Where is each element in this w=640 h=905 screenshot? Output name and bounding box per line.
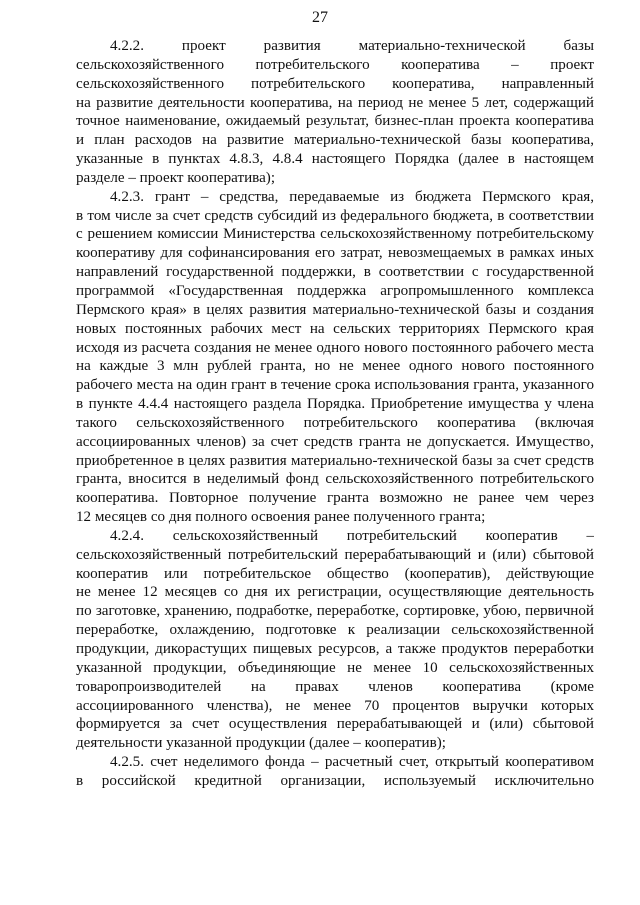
text-line: кооператив или потребительское общество (кооператив), действующие [76,565,594,582]
text-line: кооператива. Повторное получение гранта возможно не ранее чем через [76,490,594,507]
text-line: на каждые 3 млн рублей гранта, но не менее одного нового постоянного [76,358,594,375]
text-line: в том числе за счет средств субсидий из федерального бюджета, в соответствии [76,207,594,224]
text-line: программой «Государственная поддержка агропромышленного комплекса [76,282,594,299]
text-line: в российской кредитной организации, используемый исключительно [76,772,594,789]
text-line: 4.2.3. грант – средства, передаваемые из бюджета Пермского края, [110,188,594,205]
text-line: переработке, охлаждению, подготовке к реализации сельскохозяйственной [76,622,594,639]
text-line: сельскохозяйственный потребительский перерабатывающий и (или) сбытовой [76,546,594,563]
text-line: указанные в пунктах 4.8.3, 4.8.4 настоящего Порядка (далее в настоящем [76,151,594,168]
text-line: точное наименование, ожидаемый результат, бизнес-план проекта кооператива [76,113,594,130]
text-line: рабочего места на один грант в течение срока использования гранта, указанного [76,377,594,394]
text-line: деятельности указанной продукции (далее – кооператив); [76,735,446,752]
text-line: такого сельскохозяйственного потребительского кооператива (включая [76,414,594,431]
text-line: продукции, дикорастущих пищевых ресурсов, а также продуктов переработки [76,641,594,657]
text-line: разделе – проект кооператива); [76,169,276,186]
text-line: Пермского края» в целях развития материально-технической базы и создания [76,301,594,318]
text-line: гранта, вносится в неделимый фонд сельскохозяйственного потребительского [76,471,594,488]
text-line: на развитие деятельности кооператива, на период не менее 5 лет, содержащий [76,94,594,111]
text-line: в пункте 4.4.4 настоящего раздела Порядка. Приобретение имущества у члена [76,396,594,413]
text-line: 4.2.5. счет неделимого фонда – расчетный счет, открытый кооперативом [110,754,594,771]
text-line: и план расходов на развитие материально-технической базы кооператива, [76,132,594,149]
text-line: новых постоянных рабочих мест на сельских территориях Пермского края [76,320,594,337]
text-line: формируется за счет осуществления перерабатывающей и (или) сбытовой [76,716,594,733]
text-line: по заготовке, хранению, подработке, переработке, сортировке, убою, первичной [76,603,594,620]
text-line: не менее 12 месяцев со дня их регистрации, осуществляющие деятельность [76,584,594,601]
text-line: с решением комиссии Министерства сельскохозяйственному потребительскому [76,226,594,243]
text-line: ассоциированных членов) за счет средств гранта не допускается. Имущество, [76,433,594,450]
text-line: исходя из расчета создания не менее одного нового постоянного рабочего места [76,339,594,356]
text-line: указанной продукции, объединяющие не менее 10 сельскохозяйственных [76,659,594,676]
document-body [76,37,594,791]
text-line: 4.2.4. сельскохозяйственный потребительский кооператив – [110,527,594,544]
text-line: 4.2.2. проект развития материально-технической базы [110,38,594,54]
text-line: приобретенное в целях развития материально-технической базы за счет средств [76,452,594,469]
text-line: 12 месяцев со дня полного освоения ранее полученного гранта; [76,509,486,526]
text-line: товаропроизводителей на правах членов кооператива (кроме [76,678,594,695]
text-line: ассоциированного членства), не менее 70 процентов выручки которых [76,697,594,714]
text-line: кооперативу для софинансирования его затрат, невозмещаемых в рамках иных [76,245,594,262]
page-number: 27 [312,9,328,26]
text-line: сельскохозяйственного потребительского кооператива, направленный [76,75,594,92]
text-line: сельскохозяйственного потребительского кооператива – проект [76,56,594,73]
text-line: направлений государственной поддержки, в соответствии с государственной [76,264,594,281]
